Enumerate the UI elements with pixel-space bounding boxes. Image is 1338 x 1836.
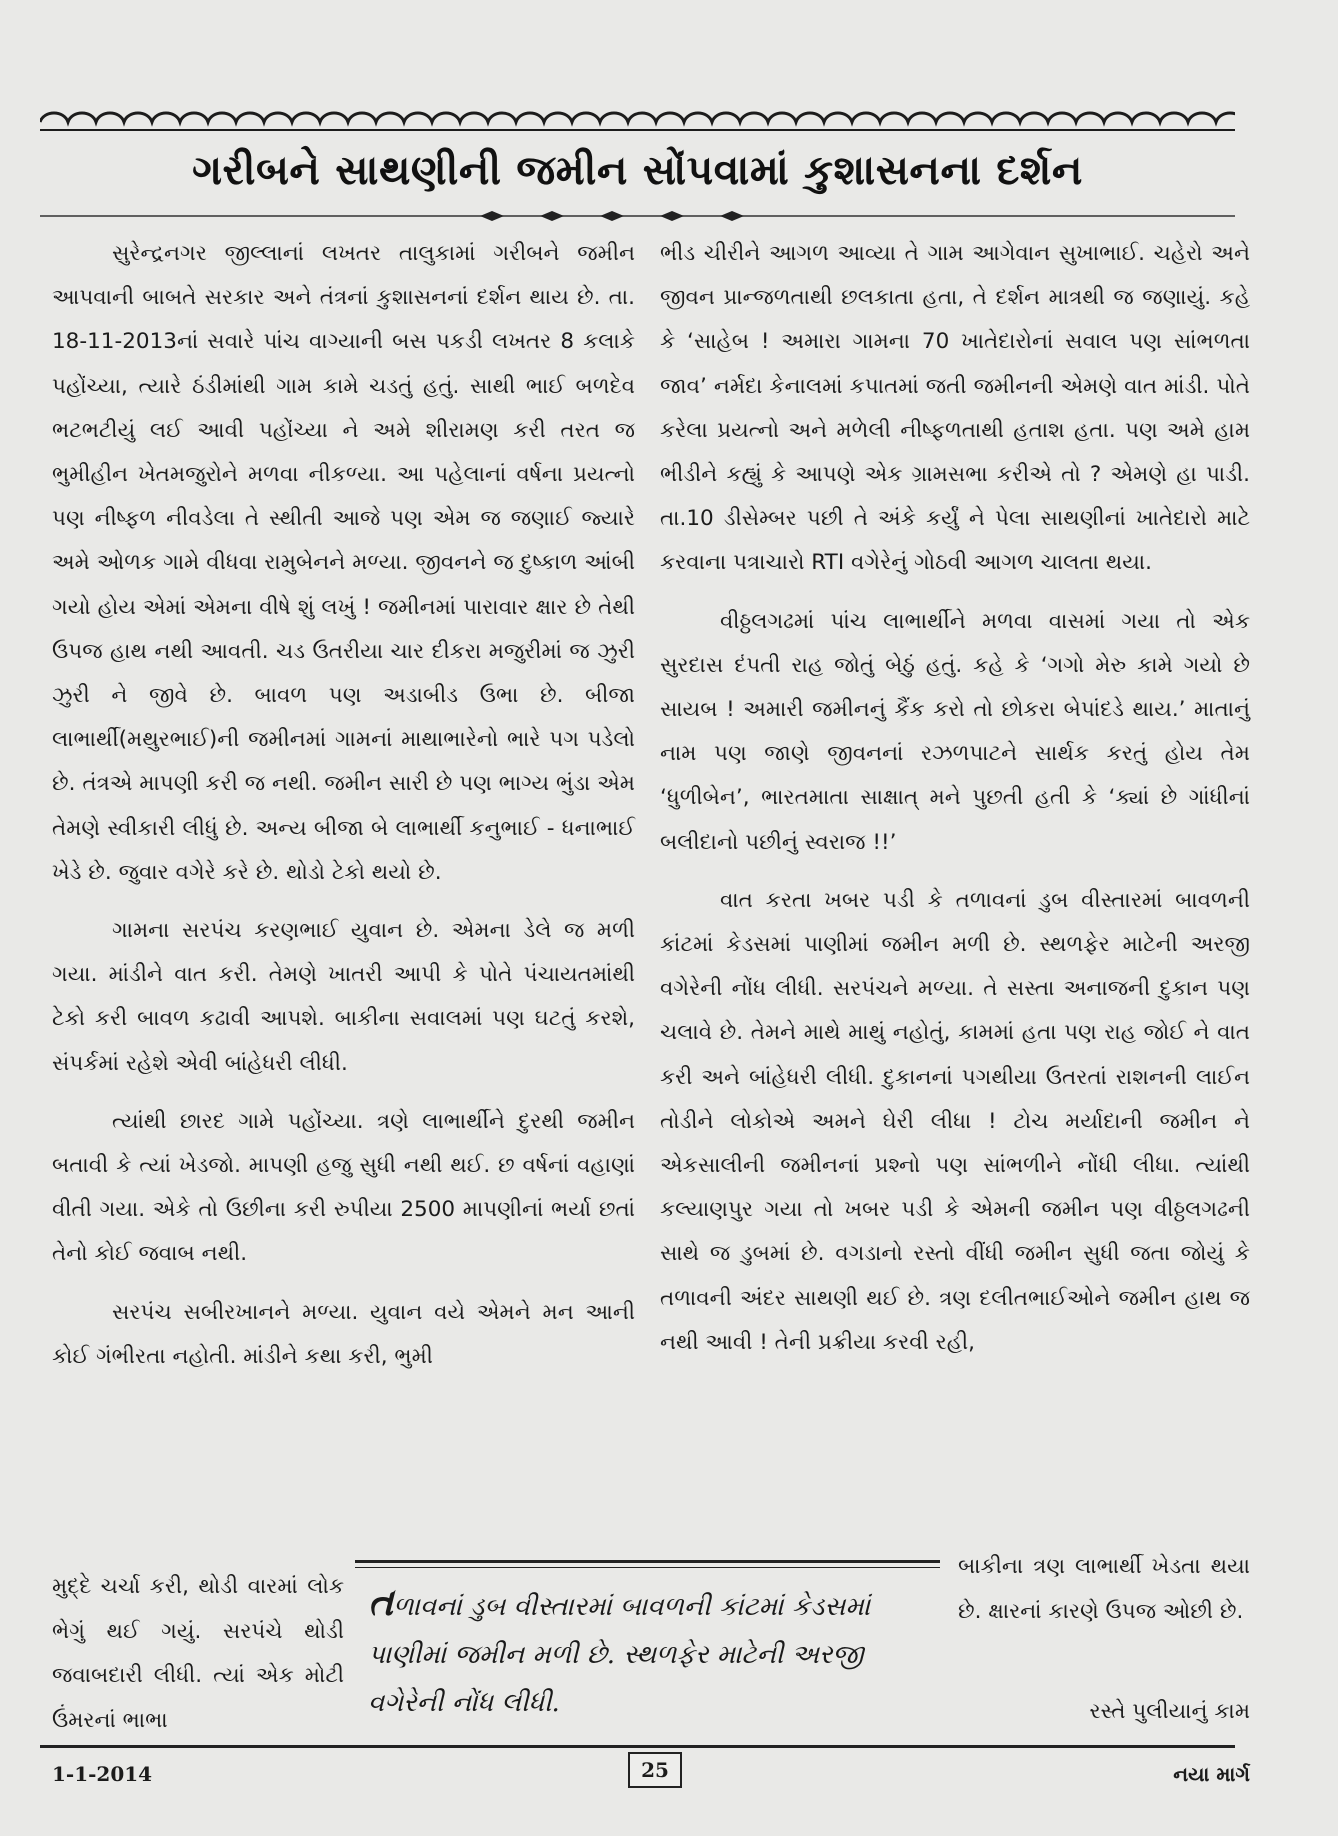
paragraph: વાત કરતા ખબર પડી કે તળાવનાં ડુબ વીસ્તારમાં બાવળની કાંટમાં કેડસમાં પાણીમાં જમીન મળી છે. સ્થળફેર માટેની અરજી વગેરેની નોંધ લીધી. સરપંચને મળ્યા. તે સસ્તા અનાજની દુકાન પણ ચલાવે છે. તેમને માથે માથું નહોતું, કામમાં હતા પણ રાહ જોઈ ને વાત કરી અને બાંહેધરી લીધી. દુકાનનાં પગથીયા ઉતરતાં રાશનની લાઈન તોડીને લોકોએ અમને ઘેરી લીધા ! ટોચ મર્યાદાની જમીન ને એકસાલીની જમીનનાં પ્રશ્નો પણ સાંભળીને નોંધી લીધા. ત્યાંથી કલ્યાણપુર ગયા તો ખબર પડી કે એમની જમીન પણ વીઠ્ઠલગઢની સાથે જ ડુબમાં છે. વગડાનો રસ્તો વીંધી જમીન સુધી જતા જોયું કે તળાવની અંદર સાથણી થઈ છે. ત્રણ દલીતભાઈઓને જમીન હાથ જ નથી આવી ! તેની પ્રક્રીયા કરવી રહી,	[660, 887, 1250, 1355]
decorative-wave-border	[40, 108, 1235, 134]
pullquote-dropcap: ત	[368, 1579, 394, 1624]
pull-quote	[368, 1578, 943, 1727]
paragraph: ત્યાંથી છારદ ગામે પહોંચ્યા. ત્રણે લાભાર્થીને દુરથી જમીન બતાવી કે ત્યાં ખેડજો. માપણી હજુ સુધી નથી થઈ. છ વર્ષનાં વહાણાં વીતી ગયા. એકે તો ઉછીના કરી રુપીયા 2500 માપણીનાં ભર્યા છતાં તેનો કોઈ જવાબ નથી.	[52, 1108, 635, 1267]
paragraph: ભીડ ચીરીને આગળ આવ્યા તે ગામ આગેવાન સુખાભાઈ. ચહેરો અને જીવન પ્રાન્જળતાથી છલકાતા હતા, તે દર્શન માત્રથી જ જણાયું. કહે કે ‘સાહેબ ! અમારા ગામના 70 ખાતેદારોનાં સવાલ પણ સાંભળતા જાવ’ નર્મદા કેનાલમાં કપાતમાં જતી જમીનની એમણે વાત માંડી. પોતે કરેલા પ્રયત્નો અને મળેલી નીષ્ફળતાથી હતાશ હતા. પણ અમે હામ ભીડીને કહ્યું કે આપણે એક ગ્રામસભા કરીએ તો ? એમણે હા પાડી. તા.10 ડીસેમ્બર પછી તે અંકે કર્યું ને પેલા સાથણીનાં ખાતેદારો માટે કરવાના પત્રાચારો RTI વગેરેનું ગોઠવી આગળ ચાલતા થયા.	[660, 241, 1250, 576]
paragraph: વીઠ્ઠલગઢમાં પાંચ લાભાર્થીને મળવા વાસમાં ગયા તો એક સુરદાસ દંપતી રાહ જોતું બેઠું હતું. કહે કે ‘ગગો મેરુ કામે ગયો છે સાયબ ! અમારી જમીનનું કૈંક કરો તો છોકરા બેપાંદડે થાય.’ માતાનું નામ પણ જાણે જીવનનાં રઝળપાટને સાર્થક કરતું હોય તેમ ‘ધુળીબેન’, ભારતમાતા સાક્ષાત્ મને પુછતી હતી કે ‘ક્યાં છે ગાંધીનાં બલીદાનો પછીનું સ્વરાજ !!’	[660, 608, 1250, 855]
ornamental-divider	[40, 206, 1235, 226]
page-number: 25	[628, 1752, 682, 1788]
pullquote-text: ળાવનાં ડુબ વીસ્તારમાં બાવળની કાંટમાં કેડસમાં પાણીમાં જમીન મળી છે. સ્થળફેર માટેની અરજી વગેરેની નોંધ લીધી.	[368, 1592, 871, 1718]
footer-rule	[40, 1745, 1235, 1748]
magazine-name: નયા માર્ગ	[1173, 1762, 1250, 1786]
right-column	[660, 232, 1250, 1379]
bottom-right-text	[958, 1545, 1250, 1724]
footer-date: 1-1-2014	[52, 1762, 153, 1786]
paragraph: સરપંચ સબીરખાનને મળ્યા. યુવાન વયે એમને મન આની કોઈ ગંભીરતા નહોતી. માંડીને કથા કરી, ભુમી	[52, 1299, 635, 1369]
bottom-left-text: મુદ્દે ચર્ચા કરી, થોડી વારમાં લોક ભેગું થઈ ગયું. સરપંચે થોડી જવાબદારી લીધી. ત્યાં એક મોટી ઉંમરનાં ભાભા	[52, 1574, 344, 1733]
pullquote-rule	[355, 1560, 940, 1568]
left-column	[52, 232, 635, 1379]
paragraph: સુરેન્દ્રનગર જીલ્લાનાં લખતર તાલુકામાં ગરીબને જમીન આપવાની બાબતે સરકાર અને તંત્રનાં કુશાસનનાં દર્શન થાય છે. તા. 18-11-2013નાં સવારે પાંચ વાગ્યાની બસ પકડી લખતર 8 કલાકે પહોંચ્યા, ત્યારે ઠંડીમાંથી ગામ કામે ચડતું હતું. સાથી ભાઈ બળદેવ ભટભટીયું લઈ આવી પહોંચ્યા ને અમે શીરામણ કરી તરત જ ભુમીહીન ખેતમજુરોને મળવા નીકળ્યા. આ પહેલાનાં વર્ષના પ્રયત્નો પણ નીષ્ફળ નીવડેલા તે સ્થીતી આજે પણ એમ જ જણાઈ જ્યારે અમે ઓળક ગામે વીધવા રામુબેનને મળ્યા. જીવનને જ દુષ્કાળ આંબી ગયો હોય એમાં એમના વીષે શું લખું ! જમીનમાં પારાવાર ક્ષાર છે તેથી ઉપજ હાથ નથી આવતી. ચડ ઉતરીયા ચાર દીકરા મજુરીમાં જ ઝુરી ઝુરી ને જીવે છે. બાવળ પણ અડાબીડ ઉભા છે. બીજા લાભાર્થી(મથુરભાઈ)ની જમીનમાં ગામનાં માથાભારેનો ભારે પગ પડેલો છે. તંત્રએ માપણી કરી જ નથી. જમીન સારી છે પણ ભાગ્ય ભુંડા એમ તેમણે સ્વીકારી લીધું છે. અન્ય બીજા બે લાભાર્થી કનુભાઈ - ધનાભાઈ ખેડે છે. જુવાર વગેરે કરે છે. થોડો ટેકો થયો છે.	[52, 241, 635, 885]
bottom-right-last-line: રસ્તે પુલીયાનું કામ	[1089, 1699, 1250, 1724]
paragraph: ગામના સરપંચ કરણભાઈ યુવાન છે. એમના ડેલે જ મળી ગયા. માંડીને વાત કરી. તેમણે ખાતરી આપી કે પોતે પંચાયતમાંથી ટેકો કરી બાવળ કઢાવી આપશે. બાકીના સવાલમાં પણ ઘટતું કરશે, સંપર્કમાં રહેશે એવી બાંહેધરી લીધી.	[52, 918, 635, 1076]
bottom-right-paragraph: બાકીના ત્રણ લાભાર્થી ખેડતા થયા છે. ક્ષારનાં કારણે ઉપજ ઓછી છે.	[958, 1554, 1250, 1624]
article-headline: ગરીબને સાથણીની જમીન સોંપવામાં કુશાસનના દર્શન	[192, 146, 1083, 194]
